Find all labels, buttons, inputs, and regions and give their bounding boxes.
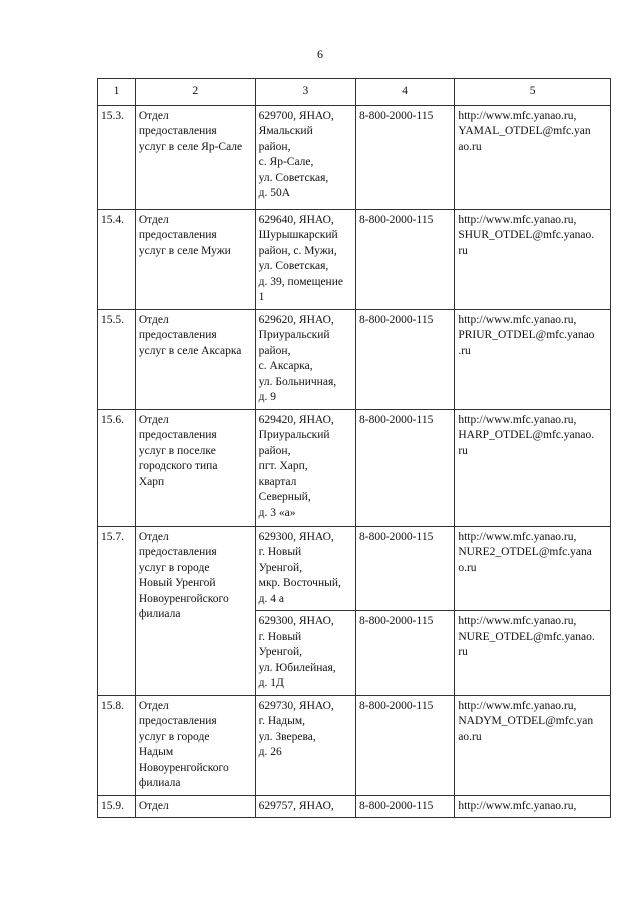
row-number: 15.9.: [98, 795, 136, 818]
office-name: Отдел предоставления услуг в селе Мужи: [135, 209, 255, 309]
office-contact: http://www.mfc.yanao.ru, YAMAL_OTDEL@mfc.yan ao.ru: [455, 105, 611, 209]
office-phone: 8-800-2000-115: [356, 209, 455, 309]
office-phone: 8-800-2000-115: [356, 409, 455, 526]
table-row: [98, 409, 611, 526]
office-name: Отдел предоставления услуг в селе Яр-Сале: [135, 105, 255, 209]
page-number: 6: [317, 47, 323, 61]
mfc-offices-table: [97, 78, 611, 818]
table-row: [98, 209, 611, 309]
office-contact: http://www.mfc.yanao.ru, NADYM_OTDEL@mfc.yan ao.ru: [455, 695, 611, 795]
column-header: 1: [98, 79, 136, 106]
row-number: 15.4.: [98, 209, 136, 309]
office-contact: http://www.mfc.yanao.ru, NURE2_OTDEL@mfc.yana o.ru: [455, 526, 611, 611]
office-address: 629757, ЯНАО,: [255, 795, 355, 818]
office-contact: http://www.mfc.yanao.ru, HARP_OTDEL@mfc.yanao. ru: [455, 409, 611, 526]
table-row: [98, 695, 611, 795]
office-contact: http://www.mfc.yanao.ru,: [455, 795, 611, 818]
office-contact: http://www.mfc.yanao.ru, SHUR_OTDEL@mfc.yanao. ru: [455, 209, 611, 309]
office-phone: 8-800-2000-115: [356, 309, 455, 409]
column-header: 4: [356, 79, 455, 106]
row-number: 15.8.: [98, 695, 136, 795]
office-name: Отдел предоставления услуг в селе Аксарка: [135, 309, 255, 409]
row-number: 15.5.: [98, 309, 136, 409]
office-address: 629420, ЯНАО, Приуральский район, пгт. Харп, квартал Северный, д. 3 «а»: [255, 409, 355, 526]
table-header-row: [98, 79, 611, 106]
column-header: 2: [135, 79, 255, 106]
office-phone: 8-800-2000-115: [356, 695, 455, 795]
table-row: [98, 526, 611, 611]
row-number: 15.3.: [98, 105, 136, 209]
office-address: 629300, ЯНАО, г. Новый Уренгой, мкр. Восточный, д. 4 а: [255, 526, 355, 611]
office-phone: 8-800-2000-115: [356, 105, 455, 209]
table-row: [98, 795, 611, 818]
office-address: 629730, ЯНАО, г. Надым, ул. Зверева, д. 26: [255, 695, 355, 795]
office-phone: 8-800-2000-115: [356, 526, 455, 611]
column-header: 5: [455, 79, 611, 106]
row-number: 15.7.: [98, 526, 136, 695]
table-row: [98, 309, 611, 409]
row-number: 15.6.: [98, 409, 136, 526]
office-name: Отдел предоставления услуг в городе Надым Новоуренгойского филиала: [135, 695, 255, 795]
column-header: 3: [255, 79, 355, 106]
office-phone: 8-800-2000-115: [356, 611, 455, 696]
office-name: Отдел: [135, 795, 255, 818]
office-address: 629620, ЯНАО, Приуральский район, с. Аксарка, ул. Больничная, д. 9: [255, 309, 355, 409]
office-phone: 8-800-2000-115: [356, 795, 455, 818]
office-contact: http://www.mfc.yanao.ru, PRIUR_OTDEL@mfc.yanao .ru: [455, 309, 611, 409]
office-name: Отдел предоставления услуг в поселке городского типа Харп: [135, 409, 255, 526]
office-address: 629700, ЯНАО, Ямальский район, с. Яр-Сале, ул. Советская, д. 50А: [255, 105, 355, 209]
office-name: Отдел предоставления услуг в городе Новый Уренгой Новоуренгойского филиала: [135, 526, 255, 695]
table-row: [98, 105, 611, 209]
office-address: 629300, ЯНАО, г. Новый Уренгой, ул. Юбилейная, д. 1Д: [255, 611, 355, 696]
office-contact: http://www.mfc.yanao.ru, NURE_OTDEL@mfc.yanao. ru: [455, 611, 611, 696]
office-address: 629640, ЯНАО, Шурышкарский район, с. Мужи, ул. Советская, д. 39, помещение 1: [255, 209, 355, 309]
